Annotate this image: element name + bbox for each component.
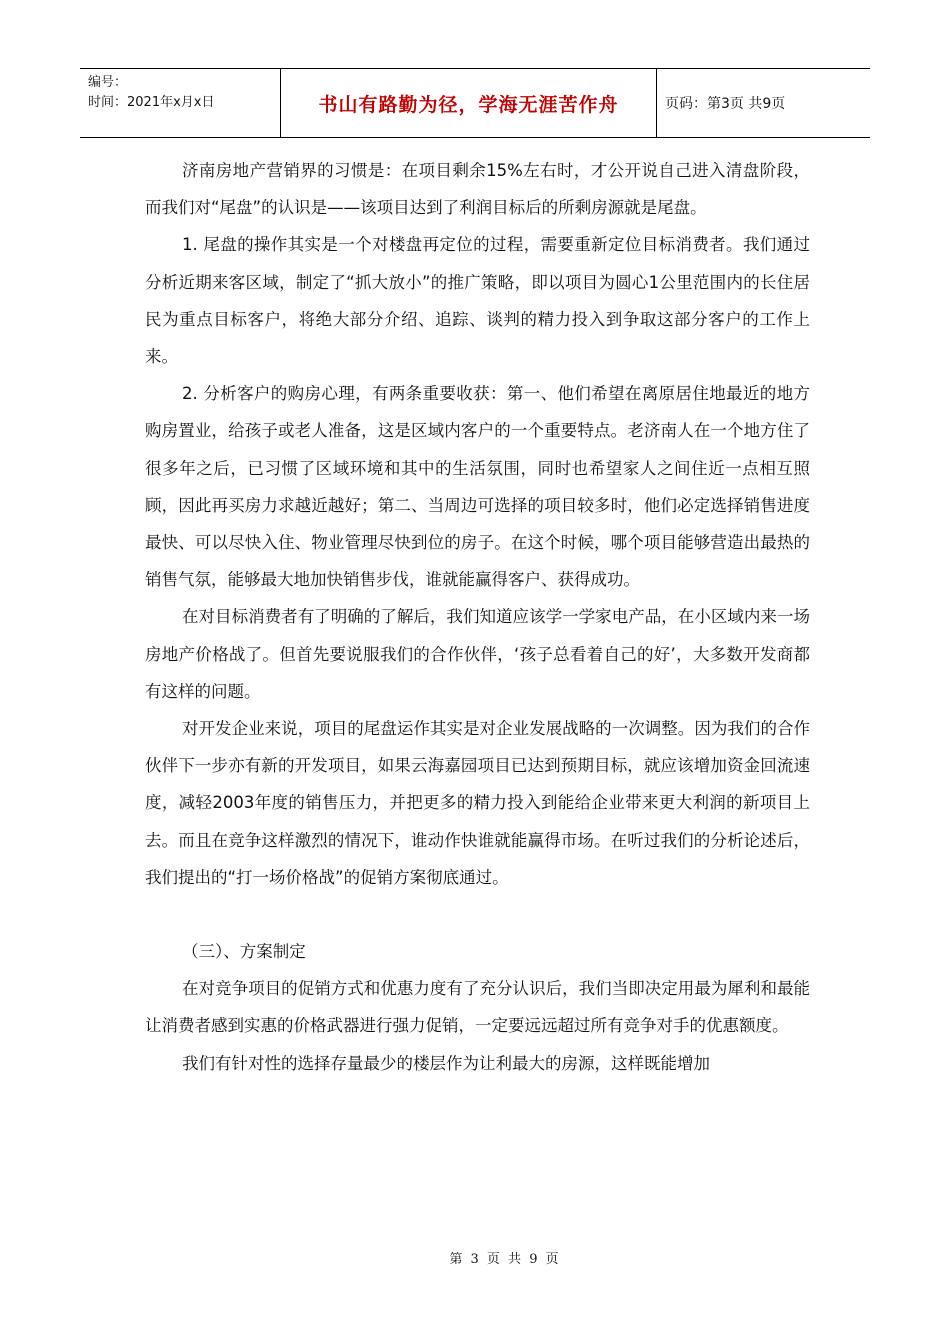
paragraph: 我们有针对性的选择存量最少的楼层作为让利最大的房源，这样既能增加 — [182, 1053, 710, 1073]
header-motto: 书山有路勤为径，学海无涯苦作舟 — [280, 69, 657, 137]
paragraph: 在对目标消费者有了明确的了解后，我们知道应该学一学家电产品，在小区域内来一场房地产价格战了。但首先要说服我们的合作伙伴，‘孩子总看着自己的好’，大多数开发商都有这样的问题。 — [145, 607, 810, 701]
paragraph: 济南房地产营销界的习惯是：在项目剩余15%左右时，才公开说自己进入清盘阶段，而我们对“尾盘”的认识是——该项目达到了利润目标后的所剩房源就是尾盘。 — [145, 161, 810, 218]
header-page-label: 页码：第3页 共9页 — [665, 96, 786, 112]
document-date-label: 时间：2021年x月x日 — [88, 95, 215, 110]
paragraph: 在对竞争项目的促销方式和优惠力度有了充分认识后，我们当即决定用最为犀利和最能让消费者感到实惠的价格武器进行强力促销，一定要远远超过所有竞争对手的优惠额度。 — [145, 979, 810, 1036]
document-number-label: 编号： — [88, 75, 128, 90]
document-body — [145, 152, 810, 1082]
section-heading: （三）、方案制定 — [182, 942, 306, 962]
paragraph: 2. 分析客户的购房心理，有两条重要收获：第一、他们希望在离原居住地最近的地方购房置业，给孩子或老人准备，这是区域内客户的一个重要特点。老济南人在一个地方住了很多年之后，已习惯了区域环境和其中的生活氛围，同时也希望家人之间住近一点相互照顾，因此再买房力求越近越好；第二、当周边可选择的项目较多时，他们必定选择销售进度最快、可以尽快入住、物业管理尽快到位的房子。在这个时候，哪个项目能够营造出最热的销售气氛，能够最大地加快销售步伐，谁就能赢得客户、获得成功。 — [145, 384, 810, 590]
spacer — [145, 896, 810, 933]
paragraph: 1. 尾盘的操作其实是一个对楼盘再定位的过程，需要重新定位目标消费者。我们通过分析近期来客区域，制定了“抓大放小”的推广策略，即以项目为圆心1公里范围内的长住居民为重点目标客户，将绝大部分介绍、追踪、谈判的精力投入到争取这部分客户的工作上来。 — [145, 235, 810, 367]
paragraph: 对开发企业来说，项目的尾盘运作其实是对企业发展战略的一次调整。因为我们的合作伙伴下一步亦有新的开发项目，如果云海嘉园项目已达到预期目标，就应该增加资金回流速度，减轻2003年度的销售压力，并把更多的精力投入到能给企业带来更大利润的新项目上去。而且在竞争这样激烈的情况下，谁动作快谁就能赢得市场。在听过我们的分析论述后，我们提出的“打一场价格战”的促销方案彻底通过。 — [145, 719, 810, 887]
header-meta — [80, 69, 280, 137]
page-footer: 第 3 页 共 9 页 — [449, 1252, 561, 1267]
page-header — [80, 68, 870, 138]
